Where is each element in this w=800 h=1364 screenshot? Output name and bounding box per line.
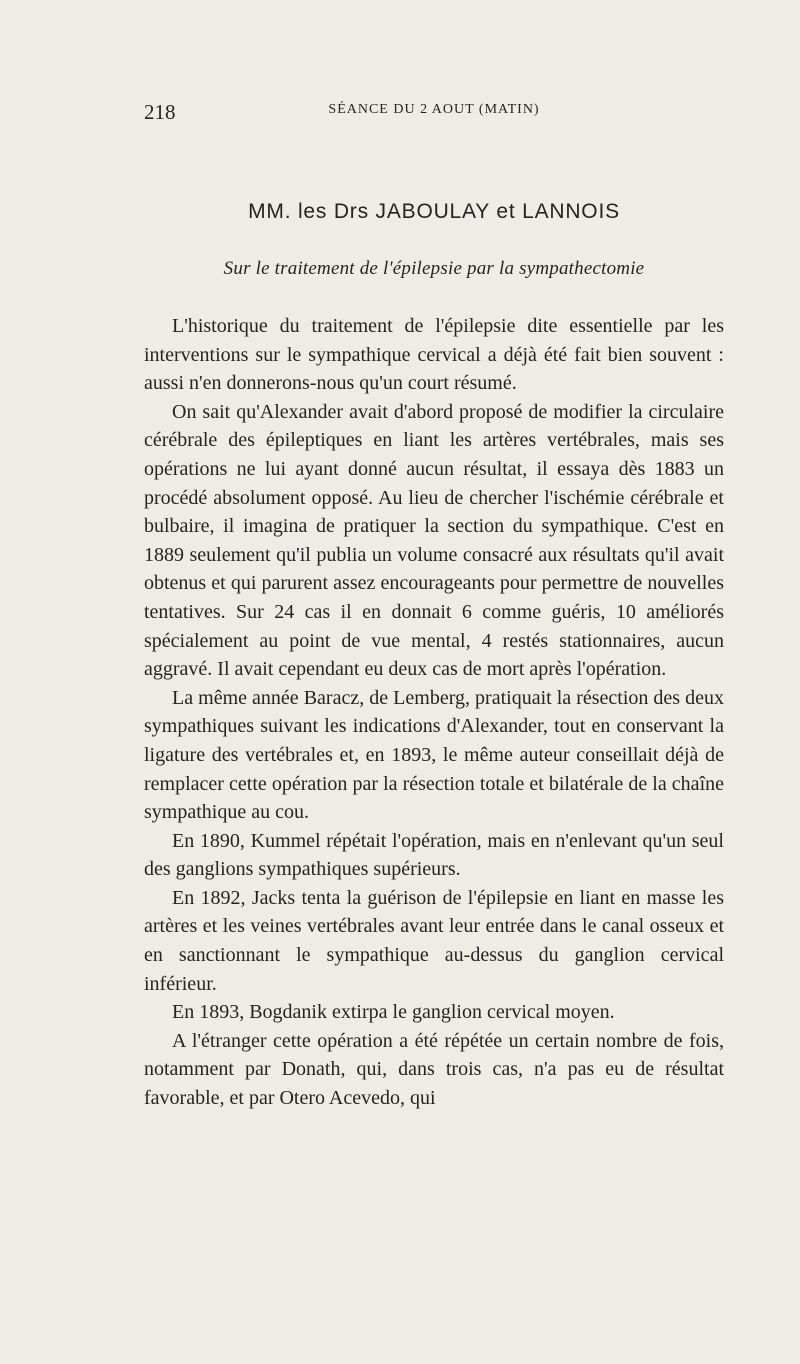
paragraph: On sait qu'Alexander avait d'abord proposé de modifier la circulaire cérébrale des épileptiques en liant les artères vertébrales, mais ses opérations ne lui ayant donné aucun résultat, il essaya dès 1883 un procédé absolument opposé. Au lieu de chercher l'ischémie cérébrale et bulbaire, il imagina de pratiquer la section du sympathique. C'est en 1889 seulement qu'il publia un volume consacré aux résultats qu'il avait obtenus et qui parurent assez encourageants pour permettre de nouvelles tentatives. Sur 24 cas il en donnait 6 comme guéris, 10 améliorés spécialement au point de vue mental, 4 restés stationnaires, aucun aggravé. Il avait cependant eu deux cas de mort après l'opération. bbox=[144, 400, 724, 681]
article-body bbox=[144, 312, 724, 1113]
paragraph: A l'étranger cette opération a été répétée un certain nombre de fois, notamment par Donath, qui, dans trois cas, n'a pas eu de résultat favorable, et par Otero Acevedo, qui bbox=[144, 1029, 724, 1110]
article-title: Sur le traitement de l'épilepsie par la sympathectomie bbox=[223, 258, 645, 279]
article-authors: MM. les Drs JABOULAY et LANNOIS bbox=[248, 200, 620, 223]
page-number: 218 bbox=[144, 100, 176, 124]
paragraph: La même année Baracz, de Lemberg, pratiquait la résection des deux sympathiques suivant les indications d'Alexander, tout en conservant la ligature des vertébrales et, en 1893, le même auteur conseillait déjà de remplacer cette opération par la résection totale et bilatérale de la chaîne sympathique au cou. bbox=[144, 686, 724, 824]
running-title: SÉANCE DU 2 AOUT (MATIN) bbox=[328, 102, 540, 117]
paragraph: L'historique du traitement de l'épilepsie dite essentielle par les interventions sur le sympathique cervical a déjà été fait bien souvent : aussi n'en donnerons-nous qu'un court résumé. bbox=[144, 315, 724, 395]
paragraph: En 1890, Kummel répétait l'opération, mais en n'enlevant qu'un seul des ganglions sympathiques supérieurs. bbox=[144, 829, 724, 881]
paragraph: En 1892, Jacks tenta la guérison de l'épilepsie en liant en masse les artères et les veines vertébrales avant leur entrée dans le canal osseux et en sanctionnant le sympathique au-dessus du ganglion cervical inférieur. bbox=[144, 886, 724, 995]
paragraph: En 1893, Bogdanik extirpa le ganglion cervical moyen. bbox=[172, 1001, 615, 1024]
running-head bbox=[144, 100, 724, 130]
